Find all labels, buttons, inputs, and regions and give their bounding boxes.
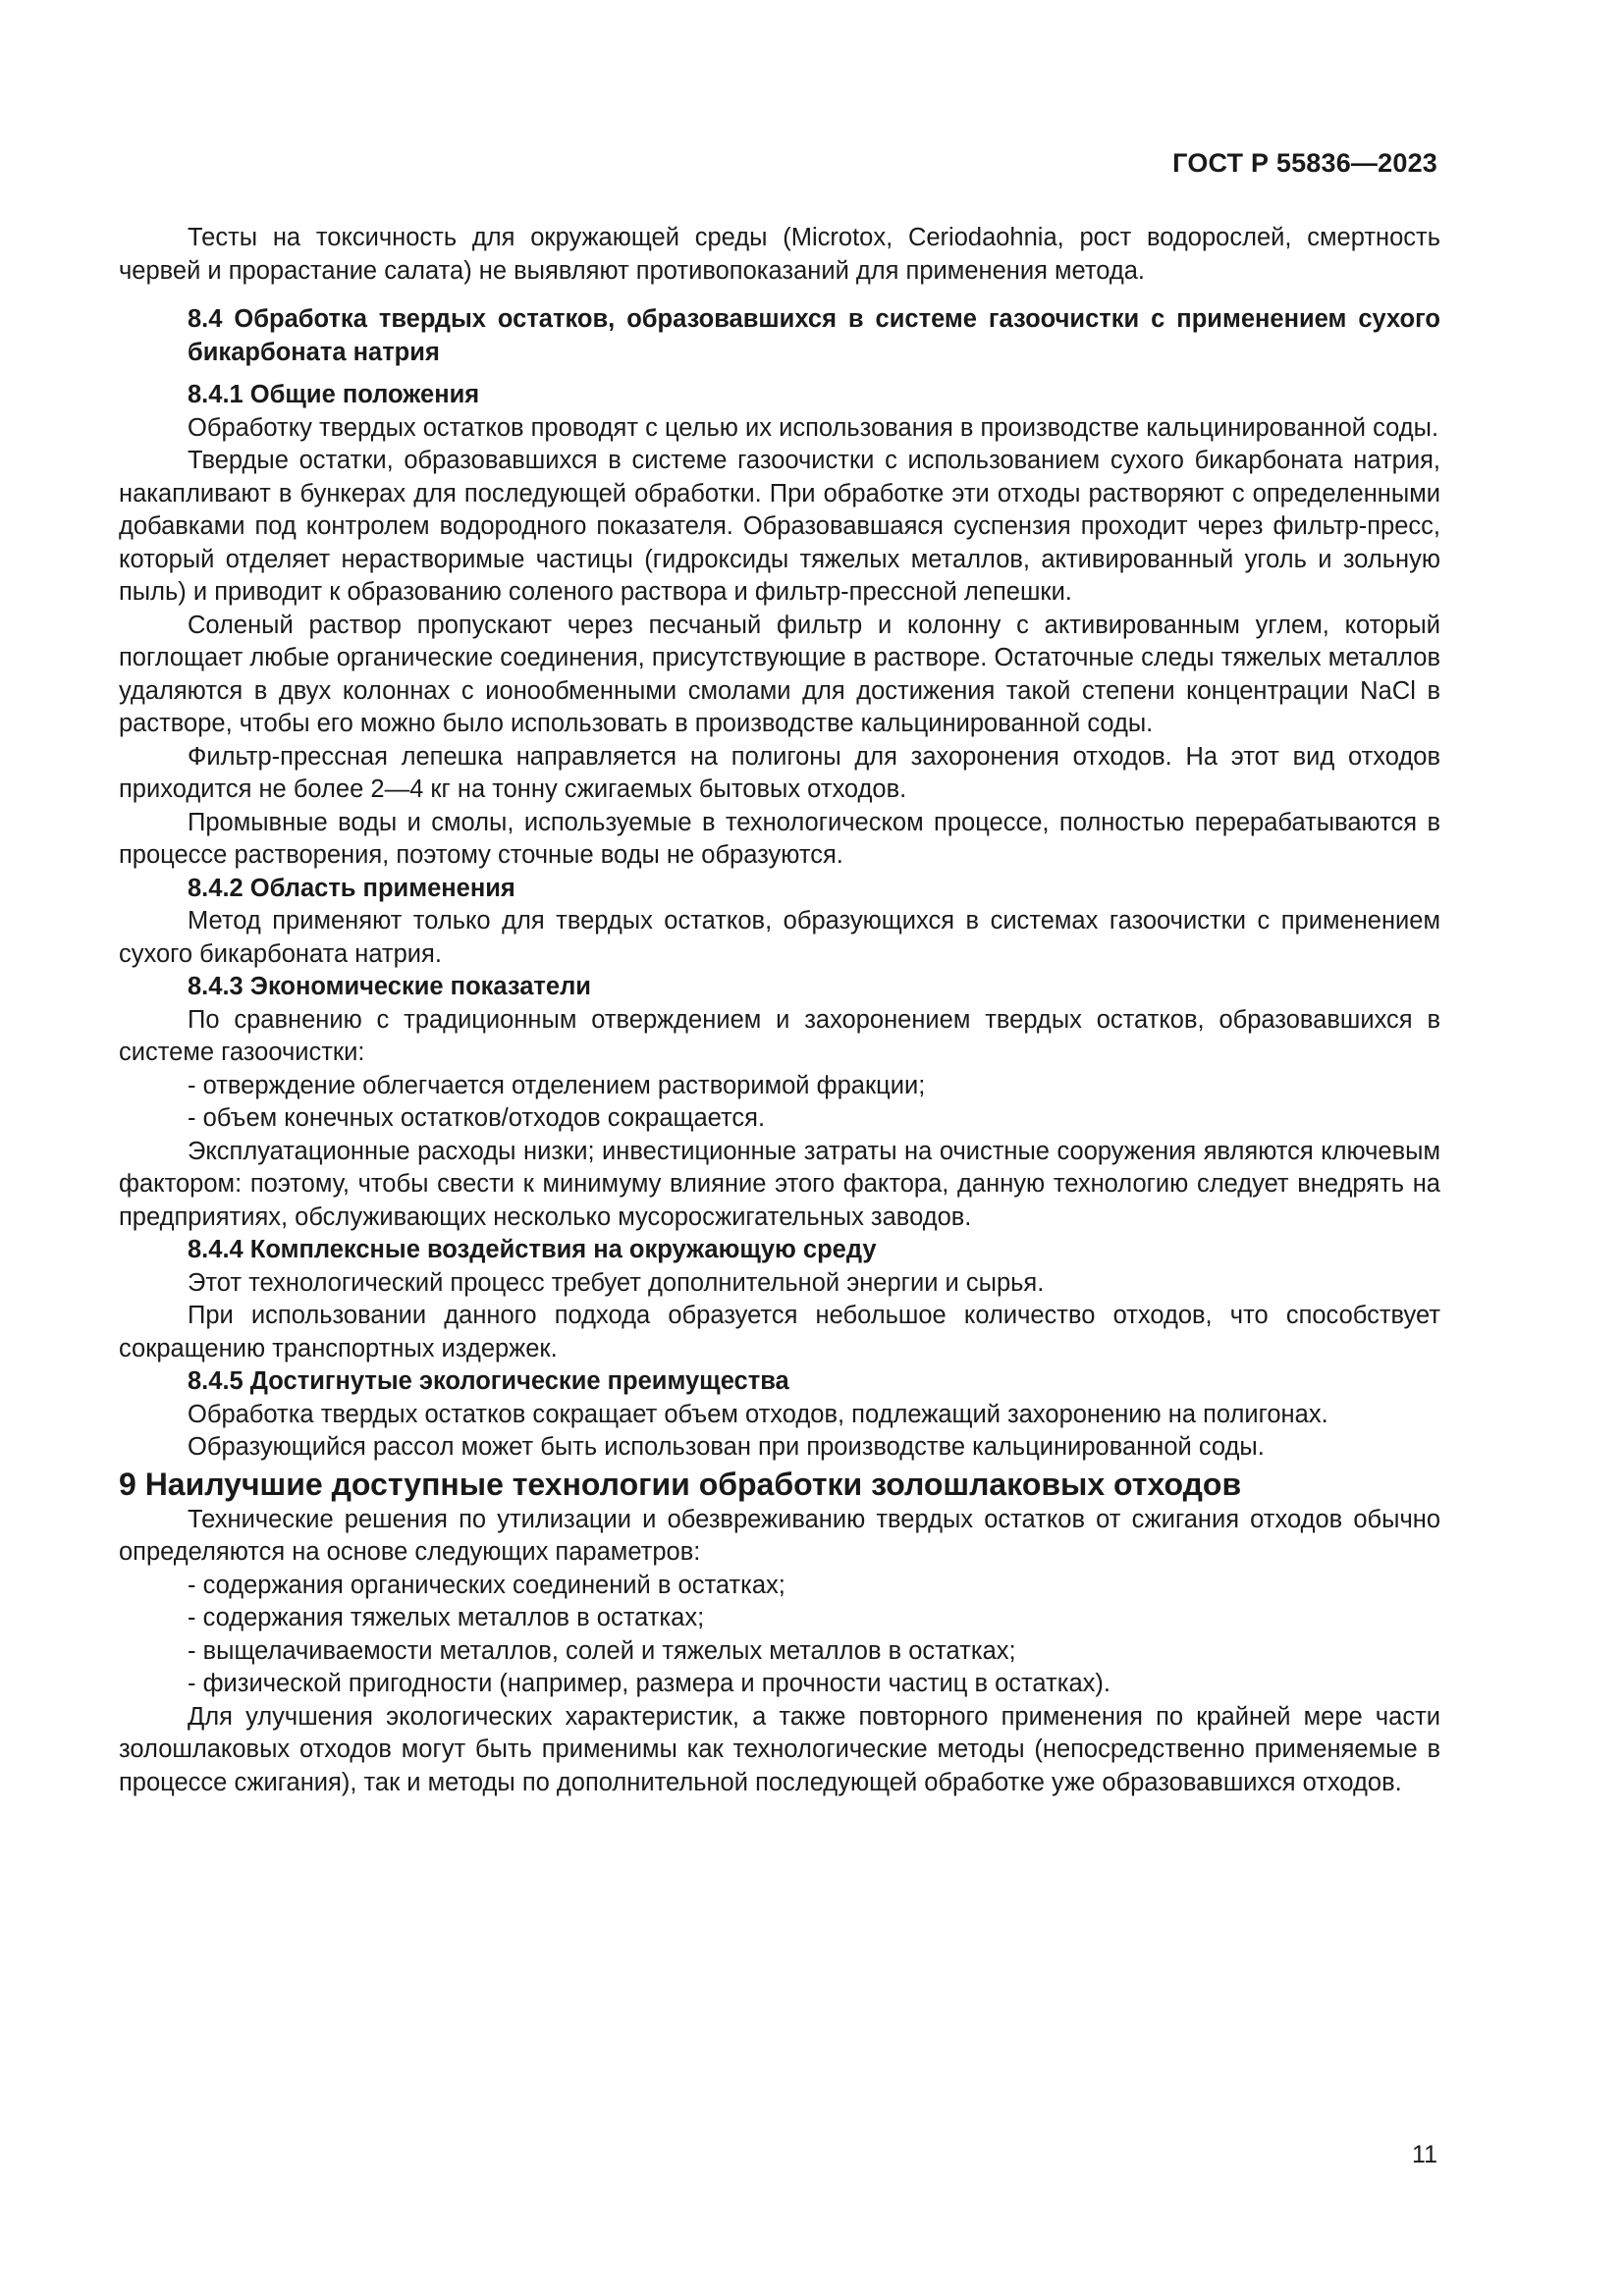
intro-paragraph: Тесты на токсичность для окружающей среды (Microtox, Ceriodaohnia, рост водорослей, смертность червей и прорастание салата) не выявляют противопоказаний для применения метода. bbox=[119, 224, 1440, 285]
paragraph: Твердые остатки, образовавшихся в системе газоочистки с использованием сухого бикарбоната натрия, накапливают в бункерах для последующей обработки. При обработке эти отходы растворяют с определенными добавками под контролем водородного показателя. Образовавшаяся суспензия проходит через фильтр-пресс, который отделяет нерастворимые частицы (гидроксиды тяжелых металлов, активированный уголь и зольную пыль) и приводит к образованию соленого раствора и фильтр-прессной лепешки. bbox=[119, 447, 1440, 606]
list-item: - объем конечных остатков/отходов сокращается. bbox=[188, 1104, 766, 1132]
page-content bbox=[119, 222, 1440, 1799]
list-item: - выщелачиваемости металлов, солей и тяжелых металлов в остатках; bbox=[188, 1636, 1016, 1665]
paragraph: Образующийся рассол может быть использован при производстве кальцинированной соды. bbox=[188, 1433, 1265, 1461]
paragraph: По сравнению с традиционным отверждением и захоронением твердых остатков, образовавшихся в системе газоочистки: bbox=[119, 1005, 1440, 1066]
paragraph: Обработка твердых остатков сокращает объем отходов, подлежащий захоронению на полигонах. bbox=[188, 1400, 1328, 1428]
paragraph: Технические решения по утилизации и обезвреживанию твердых остатков от сжигания отходов обычно определяются на основе следующих параметров: bbox=[119, 1505, 1440, 1566]
paragraph: Для улучшения экологических характеристик, а также повторного применения по крайней мере части золошлаковых отходов могут быть применимы как технологические методы (непосредственно применяемые в процессе сжигания), так и методы по дополнительной последующей обработке уже образовавшихся отходов. bbox=[119, 1702, 1440, 1796]
list-item: - содержания тяжелых металлов в остатках; bbox=[188, 1604, 705, 1631]
paragraph: Обработку твердых остатков проводят с целью их использования в производстве кальцинированной соды. bbox=[188, 413, 1439, 442]
paragraph: Эксплуатационные расходы низки; инвестиционные затраты на очистные сооружения являются ключевым фактором: поэтому, чтобы свести к минимуму влияние этого фактора, данную технологию следует внедрять на предприятиях, обслуживающих несколько мусоросжигательных заводов. bbox=[119, 1137, 1440, 1231]
paragraph: Этот технологический процесс требует дополнительной энергии и сырья. bbox=[188, 1268, 1045, 1297]
section-9-heading: 9 Наилучшие доступные технологии обработки золошлаковых отходов bbox=[119, 1466, 1242, 1502]
paragraph: При использовании данного подхода образуется небольшое количество отходов, что способствует сокращению транспортных издержек. bbox=[119, 1302, 1440, 1362]
document-code-header: ГОСТ Р 55836—2023 bbox=[1172, 148, 1437, 178]
section-8-4-heading: 8.4 Обработка твердых остатков, образовавшихся в системе газоочистки с применением сухого бикарбоната натрия bbox=[188, 305, 1440, 366]
paragraph: Соленый раствор пропускают через песчаный фильтр и колонну с активированным углем, который поглощает любые органические соединения, присутствующие в растворе. Остаточные следы тяжелых металлов удаляются в двух колоннах с ионообменными смолами для достижения такой степени концентрации NaCl в растворе, чтобы его можно было использовать в производстве кальцинированной соды. bbox=[119, 611, 1440, 737]
list-item: - отверждение облегчается отделением растворимой фракции; bbox=[188, 1071, 926, 1099]
subsection-8-4-4-heading: 8.4.4 Комплексные воздействия на окружающую среду bbox=[188, 1236, 877, 1263]
paragraph: Промывные воды и смолы, используемые в технологическом процессе, полностью перерабатываются в процессе растворения, поэтому сточные воды не образуются. bbox=[119, 808, 1440, 869]
subsection-8-4-1-heading: 8.4.1 Общие положения bbox=[188, 381, 480, 408]
subsection-8-4-5-heading: 8.4.5 Достигнутые экологические преимущества bbox=[188, 1367, 789, 1395]
subsection-8-4-3-heading: 8.4.3 Экономические показатели bbox=[188, 973, 591, 1000]
list-item: - физической пригодности (например, размера и прочности частиц в остатках). bbox=[188, 1670, 1110, 1697]
paragraph: Метод применяют только для твердых остатков, образующихся в системах газоочистки с применением сухого бикарбоната натрия. bbox=[119, 907, 1440, 968]
list-item: - содержания органических соединений в остатках; bbox=[188, 1571, 785, 1599]
paragraph: Фильтр-прессная лепешка направляется на полигоны для захоронения отходов. На этот вид отходов приходится не более 2—4 кг на тонну сжигаемых бытовых отходов. bbox=[119, 742, 1440, 803]
page-number: 11 bbox=[1412, 2141, 1437, 2168]
subsection-8-4-2-heading: 8.4.2 Область применения bbox=[188, 874, 515, 902]
